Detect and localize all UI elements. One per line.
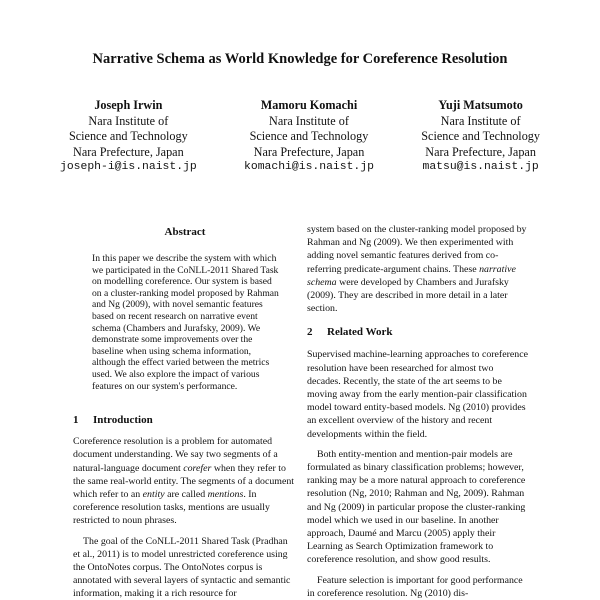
author-3 <box>421 98 540 176</box>
author-2 <box>244 98 374 176</box>
related-paragraph-1: Supervised machine-learning approaches to coreference resolution have been researched for almost two decades. Recently, the state of the art seems to be moving away from the early mention-pair classification model toward entity-based models. Ng (2010) provides an excellent overview of the history and recent developments within the field. <box>307 349 528 440</box>
intro-paragraph-1 <box>73 435 297 527</box>
text-run: Coreference resolution is a problem for automated document understanding. We say two segments of a natural-language document <box>73 436 278 474</box>
section-number: 1 <box>73 414 79 427</box>
author-affiliation: Nara Institute of <box>440 113 521 128</box>
related-paragraph-2: Both entity-mention and mention-pair models are formulated as binary classification problems; however, ranking may be a more natural approach to coreference resolution (Ng, 2010; Rahman and Ng, 2009). Rahman and Ng (2009) in particular propose the cluster-ranking model which we used in our baseline. In another approach, Daumé and Marcu (2005) apply their Learning as Search Optimization framework to coreference resolution, and show good results. <box>307 448 526 566</box>
right-column <box>307 223 528 600</box>
author-affiliation: Nara Institute of <box>269 113 349 128</box>
author-affiliation: Nara Institute of <box>88 113 169 128</box>
author-affiliation: Science and Technology <box>249 129 369 143</box>
author-affiliation: Science and Technology <box>68 129 188 143</box>
intro-paragraph-2: The goal of the CoNLL-2011 Shared Task (Pradhan et al., 2011) is to model unrestricted coreference using the OntoNotes corpus. The OntoNotes corpus is annotated with several layers of syntactic and semantic information, making it a rich resource for <box>73 535 291 600</box>
paper-title: Narrative Schema as World Knowledge for Coreference Resolution <box>92 51 508 67</box>
author-affiliation: Nara Prefecture, Japan <box>253 144 365 159</box>
text-run: system based on the cluster-ranking model proposed by Rahman and Ng (2009). We then experimented with adding novel semantic features derived from co-referring predicate-argument chains. These <box>307 224 527 275</box>
intro-paragraph-3 <box>307 223 528 315</box>
abstract-text: In this paper we describe the system with which we participated in the CoNLL-2011 Shared Task on modelling coreference. Our system is based on a cluster-ranking model proposed by Rahman and Ng (2009), with novel semantic features based on recent research on narrative event schema (Chambers and Jurafsky, 2009). We demonstrate some improvements over the baseline when using schema information, although the effect varied between the metrics used. We also explore the impact of various features on our system's performance. <box>92 253 279 392</box>
left-column <box>73 226 297 600</box>
section-number: 2 <box>307 326 313 339</box>
text-run: are called <box>164 488 208 500</box>
author-affiliation: Nara Prefecture, Japan <box>425 144 536 159</box>
author-email: joseph-i@is.naist.jp <box>60 161 197 173</box>
author-email: matsu@is.naist.jp <box>422 161 539 173</box>
text-run: when they refer to the same real-world entity. The segments of a document which refer to an <box>73 462 295 500</box>
term-entity: entity <box>142 488 165 500</box>
section-heading-related-work <box>307 326 528 339</box>
author-email: komachi@is.naist.jp <box>244 161 374 173</box>
term-mentions: mentions <box>207 488 244 500</box>
text-run: were developed by Chambers and Jurafsky (2009). They are described in more detail in a later section. <box>307 276 509 315</box>
author-affiliation: Nara Prefecture, Japan <box>73 144 184 159</box>
author-block <box>60 98 540 176</box>
text-run: . In coreference resolution tasks, mentions are usually restricted to noun phrases. <box>73 488 270 527</box>
related-paragraph-3: Feature selection is important for good performance in coreference resolution. Ng (2010) dis- <box>307 574 523 599</box>
author-name: Joseph Irwin <box>94 98 163 112</box>
section-heading-introduction <box>73 414 297 427</box>
abstract-heading: Abstract <box>164 226 206 238</box>
section-title: Introduction <box>93 414 153 427</box>
author-name: Mamoru Komachi <box>260 98 358 112</box>
section-title: Related Work <box>327 326 393 339</box>
author-affiliation: Science and Technology <box>421 129 540 143</box>
author-1 <box>60 98 197 176</box>
author-name: Yuji Matsumoto <box>438 98 523 112</box>
term-narrative-schema: narrative schema <box>307 263 516 288</box>
term-corefer: corefer <box>183 462 212 474</box>
